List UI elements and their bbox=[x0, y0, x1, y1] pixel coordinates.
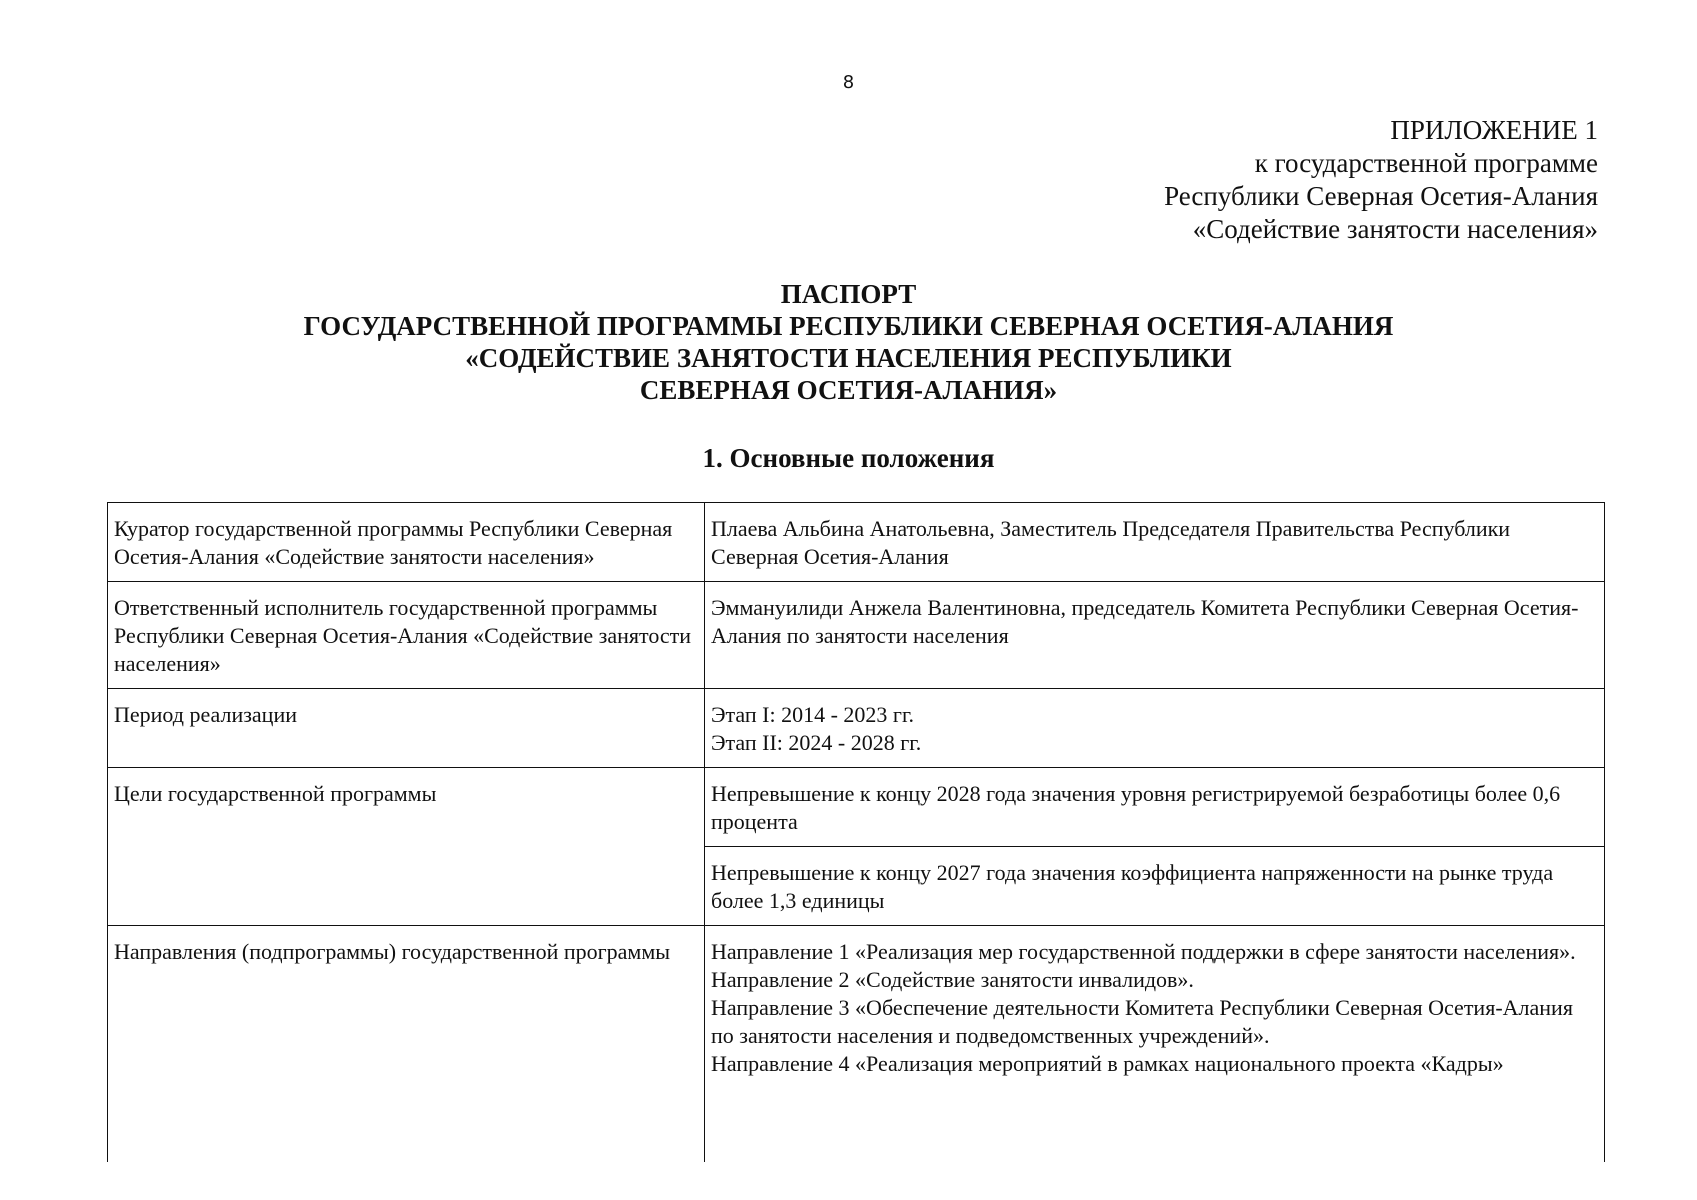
table-cell-value: Плаева Альбина Анатольевна, Заместитель Председателя Правительства Республики Северная Осетия-Алания bbox=[705, 503, 1605, 582]
section-heading: 1. Основные положения bbox=[702, 443, 995, 473]
table-cell-value bbox=[705, 689, 1605, 768]
page-number: 8 bbox=[842, 72, 855, 93]
appendix-note bbox=[1164, 114, 1598, 246]
passport-table bbox=[107, 502, 1605, 1199]
table-cell-label: Куратор государственной программы Республики Северная Осетия-Алания «Содействие занятости населения» bbox=[108, 503, 705, 582]
table-cell-label: Период реализации bbox=[108, 689, 705, 768]
period-stage-2: Этап II: 2024 - 2028 гг. bbox=[711, 730, 922, 755]
table-cell-label: Направления (подпрограммы) государственной программы bbox=[108, 926, 705, 1199]
table-row-responsible bbox=[108, 582, 1605, 689]
table-row-goals bbox=[108, 768, 1605, 847]
table-row-period bbox=[108, 689, 1605, 768]
page-bottom-edge bbox=[0, 1162, 1697, 1200]
direction-2: Направление 2 «Содействие занятости инвалидов». bbox=[711, 967, 1194, 992]
title-line: «СОДЕЙСТВИЕ ЗАНЯТОСТИ НАСЕЛЕНИЯ РЕСПУБЛИКИ bbox=[465, 343, 1232, 373]
period-stage-1: Этап I: 2014 - 2023 гг. bbox=[711, 702, 914, 727]
document-title bbox=[0, 278, 1697, 406]
title-line: ПАСПОРТ bbox=[780, 279, 917, 309]
appendix-line: к государственной программе bbox=[1254, 148, 1598, 178]
title-line: СЕВЕРНАЯ ОСЕТИЯ-АЛАНИЯ» bbox=[639, 375, 1058, 405]
appendix-line: ПРИЛОЖЕНИЕ 1 bbox=[1390, 115, 1598, 145]
table-cell-value bbox=[705, 926, 1605, 1199]
appendix-line: «Содействие занятости населения» bbox=[1192, 214, 1598, 244]
table-row-directions bbox=[108, 926, 1605, 1199]
table-cell-label: Ответственный исполнитель государственной программы Республики Северная Осетия-Алания «Содействие занятости населения» bbox=[108, 582, 705, 689]
table-cell-value: Эммануилиди Анжела Валентиновна, председатель Комитета Республики Северная Осетия-Алания по занятости населения bbox=[705, 582, 1605, 689]
table-cell-value: Непревышение к концу 2028 года значения уровня регистрируемой безработицы более 0,6 процента bbox=[705, 768, 1605, 847]
direction-1: Направление 1 «Реализация мер государственной поддержки в сфере занятости населения». bbox=[711, 939, 1576, 964]
table-row-curator bbox=[108, 503, 1605, 582]
title-line: ГОСУДАРСТВЕННОЙ ПРОГРАММЫ РЕСПУБЛИКИ СЕВЕРНАЯ ОСЕТИЯ-АЛАНИЯ bbox=[303, 311, 1394, 341]
table-cell-label: Цели государственной программы bbox=[108, 768, 705, 926]
table-cell-value: Непревышение к концу 2027 года значения коэффициента напряженности на рынке труда более 1,3 единицы bbox=[705, 847, 1605, 926]
appendix-line: Республики Северная Осетия-Алания bbox=[1164, 181, 1598, 211]
direction-3: Направление 3 «Обеспечение деятельности Комитета Республики Северная Осетия-Алания по занятости населения и подведомственных учреждений». bbox=[711, 995, 1573, 1048]
direction-4: Направление 4 «Реализация мероприятий в рамках национального проекта «Кадры» bbox=[711, 1051, 1504, 1076]
